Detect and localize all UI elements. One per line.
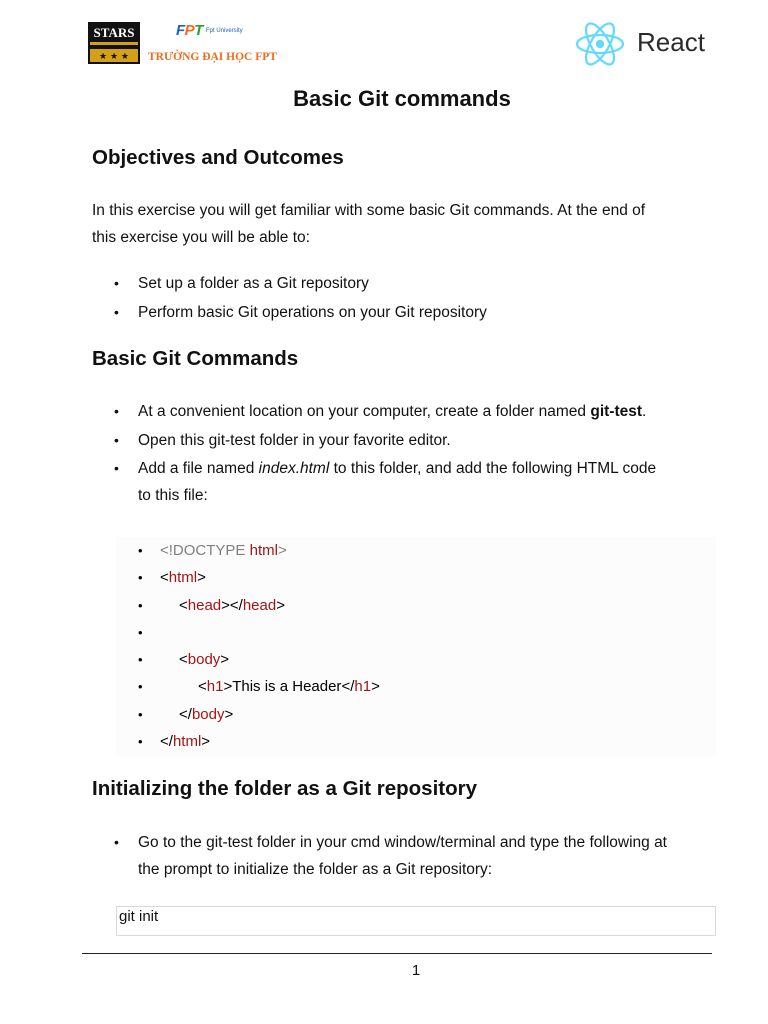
init-list: [92, 829, 712, 883]
code-line: [116, 592, 716, 619]
code-token: html: [172, 733, 202, 751]
code-token: </: [160, 733, 173, 751]
code-token: h1: [206, 678, 224, 696]
svg-text:STARS: STARS: [93, 25, 135, 40]
footer-divider: [82, 953, 712, 954]
code-token: >: [197, 569, 206, 587]
code-token: ></: [221, 596, 243, 614]
folder-name: git-test: [590, 403, 643, 420]
list-item-text: Go to the git-test folder in your cmd window/terminal and type the following at: [138, 834, 667, 851]
code-token: <: [160, 569, 169, 587]
code-token: >: [371, 678, 380, 696]
code-token: <!DOCTYPE: [160, 542, 250, 559]
code-line: [116, 537, 716, 564]
list-item-text: At a convenient location on your computer, create a folder named: [138, 403, 591, 420]
intro-line: this exercise you will be able to:: [92, 229, 310, 246]
code-line: [116, 646, 716, 673]
page-number: 1: [411, 962, 421, 979]
list-item-text: the prompt to initialize the folder as a Git repository:: [138, 861, 493, 878]
fpt-university-label: Fpt University: [206, 28, 243, 34]
list-item: • Perform basic Git operations on your Git repository: [92, 299, 712, 326]
list-item-text: to this folder, and add the following HTML code: [329, 460, 657, 477]
code-token: >: [277, 542, 287, 559]
list-item-text: .: [642, 403, 647, 420]
stars-logo: [88, 22, 140, 64]
code-token: This is a Header: [232, 678, 342, 696]
code-token: <: [198, 678, 207, 696]
code-token: head: [187, 596, 222, 614]
react-logo: [574, 20, 714, 68]
code-token: >: [276, 596, 285, 614]
code-token: >: [224, 705, 234, 723]
list-item: [92, 829, 712, 883]
code-token: >: [220, 651, 230, 669]
react-atom-icon: [574, 20, 626, 68]
code-line: [116, 673, 716, 700]
list-item-text: Add a file named: [138, 460, 259, 477]
document-title: Basic Git commands: [293, 86, 511, 111]
code-token: body: [191, 705, 225, 723]
code-token: </: [179, 705, 192, 723]
fpt-vietnamese-label: TRƯỜNG ĐẠI HỌC FPT: [148, 51, 277, 63]
code-list: [116, 537, 716, 755]
list-item-text: to this file:: [138, 487, 208, 504]
code-token: >: [223, 678, 233, 696]
fpt-university-logo: [148, 22, 277, 66]
code-token: </: [341, 678, 355, 696]
code-line: [116, 619, 716, 646]
code-token: h1: [354, 678, 372, 696]
code-line: [116, 701, 716, 728]
code-token: >: [201, 733, 211, 751]
code-token: <: [179, 596, 188, 614]
git-init-command: git init: [119, 908, 159, 925]
code-block: [116, 537, 716, 757]
initializing-heading: Initializing the folder as a Git repository: [92, 777, 478, 800]
command-box: [116, 906, 716, 936]
fpt-mark: FPT: [176, 22, 203, 39]
code-token: <: [179, 651, 188, 669]
code-line: [116, 564, 716, 591]
list-item: [92, 398, 712, 425]
code-token: html: [168, 569, 198, 587]
list-item: [92, 455, 712, 509]
code-line: [116, 728, 716, 755]
basic-git-commands-heading: Basic Git Commands: [92, 347, 299, 370]
objectives-heading: Objectives and Outcomes: [92, 146, 344, 169]
git-commands-list: [92, 398, 712, 509]
svg-text:★ ★ ★: ★ ★ ★: [99, 52, 129, 62]
intro-line: In this exercise you will get familiar with some basic Git commands. At the end of: [92, 202, 646, 219]
code-token: head: [242, 596, 277, 614]
file-name: index.html: [258, 460, 330, 477]
code-token: body: [187, 651, 221, 669]
react-wordmark: React: [637, 27, 705, 57]
list-item: • Open this git-test folder in your favorite editor.: [92, 427, 712, 454]
code-token: html: [249, 542, 278, 559]
objectives-list: [92, 270, 712, 326]
list-item: • Set up a folder as a Git repository: [92, 270, 712, 297]
objectives-intro: [92, 197, 712, 251]
